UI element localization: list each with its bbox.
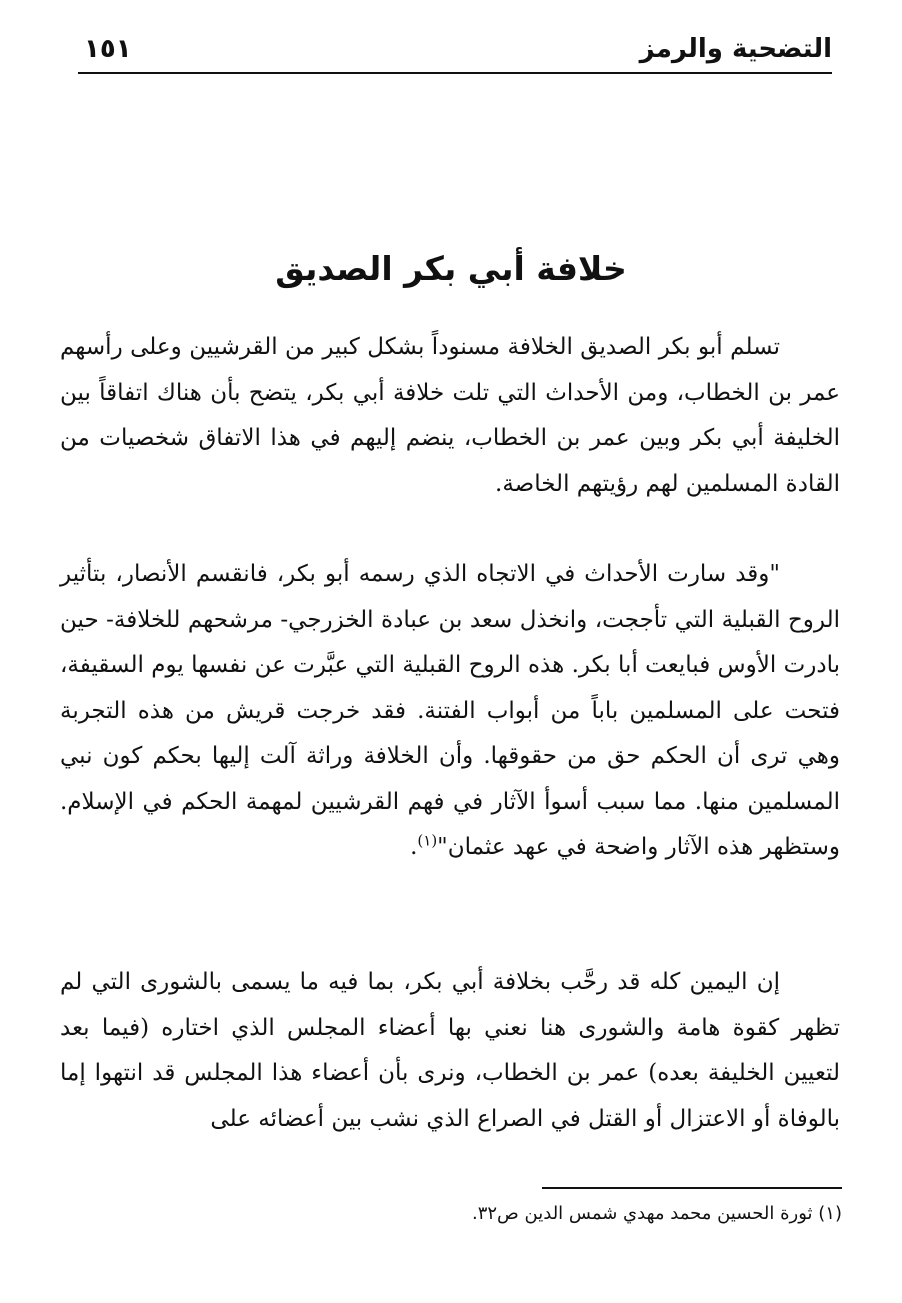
quote-end-punctuation: . — [410, 834, 418, 860]
running-header — [78, 28, 832, 74]
page-number: ١٥١ — [84, 34, 132, 64]
body-paragraph-3: إن اليمين كله قد رحَّب بخلافة أبي بكر، بما فيه ما يسمى بالشورى التي لم تظهر كقوة هامة والشورى هنا نعني بها أعضاء المجلس الذي اختاره (فيما بعد لتعيين الخليفة بعده) عمر بن الخطاب، ونرى بأن أعضاء هذا المجلس قد انتهوا إما بالوفاة أو الاعتزال أو القتل في الصراع الذي نشب بين أعضائه على — [60, 969, 840, 1132]
footnote-1: (١) ثورة الحسين محمد مهدي شمس الدين ص٣٢. — [471, 1203, 842, 1224]
footnote-reference: (١) — [417, 831, 438, 850]
quote-text: "وقد سارت الأحداث في الاتجاه الذي رسمه أبو بكر، فانقسم الأنصار، بتأثير الروح القبلية التي تأججت، وانخذل سعد بن عبادة الخزرجي- مرشحهم للخلافة- حين بادرت الأوس فبايعت أبا بكر. هذه الروح القبلية التي عبَّرت عن نفسها يوم السقيفة، فتحت على المسلمين باباً من أبواب الفتنة. فقد خرجت قريش من هذه التجربة وهي ترى أن الحكم حق من حقوقها. وأن الخلافة وراثة آلت إليها بحكم كون نبي المسلمين منها. مما سبب أسوأ الآثار في فهم القرشيين لمهمة الحكم في الإسلام. وستظهر هذه الآثار واضحة في عهد عثمان" — [60, 561, 840, 860]
footnote-separator — [542, 1187, 842, 1189]
chapter-title: خلافة أبي بكر الصديق — [275, 249, 627, 288]
body-paragraph-1: تسلم أبو بكر الصديق الخلافة مسنوداً بشكل كبير من القرشيين وعلى رأسهم عمر بن الخطاب، ومن الأحداث التي تلت خلافة أبي بكر، يتضح بأن هناك اتفاقاً بين الخليفة أبي بكر وبين عمر بن الخطاب، ينضم إليهم في هذا الاتفاق شخصيات من القادة المسلمين لهم رؤيتهم الخاصة. — [60, 334, 840, 497]
body-paragraph-2-quote — [60, 552, 840, 871]
running-title: التضحية والرمز — [639, 34, 832, 64]
